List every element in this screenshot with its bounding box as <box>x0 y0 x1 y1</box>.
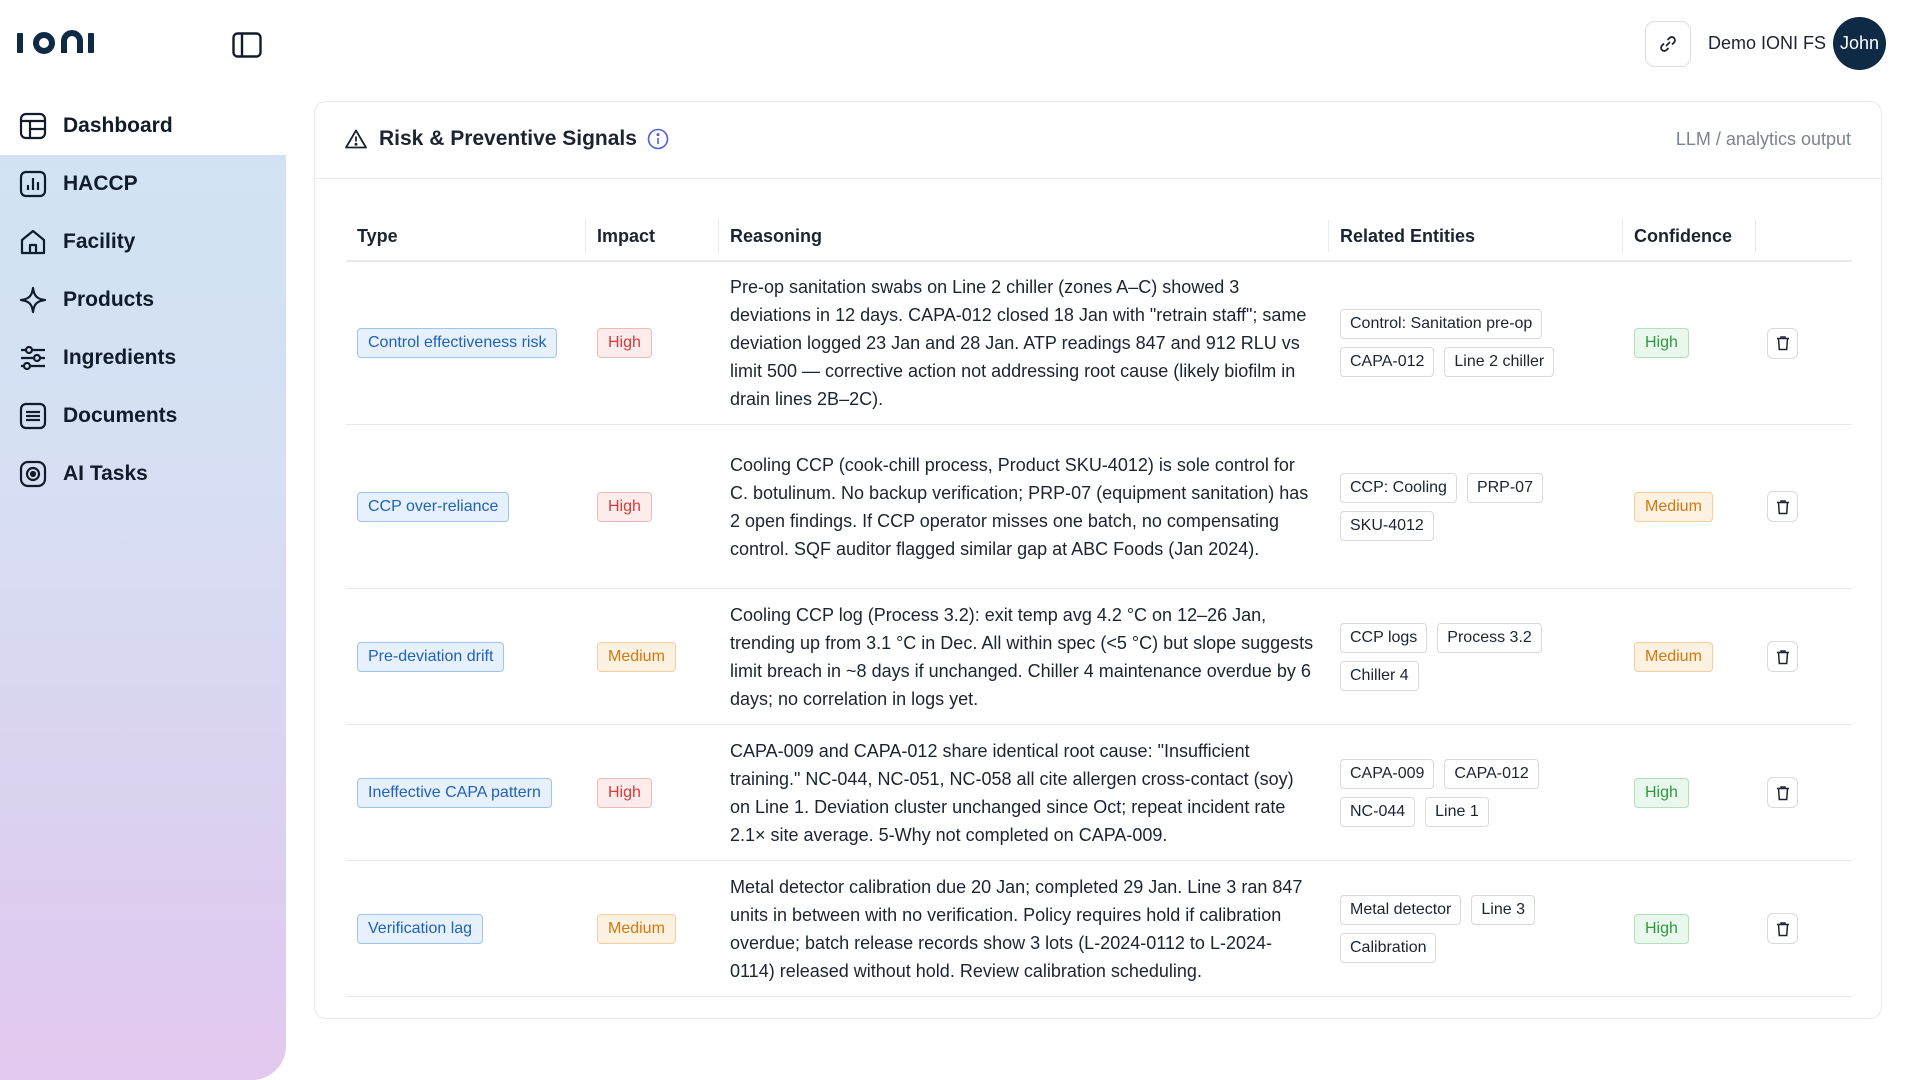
sidebar-item-haccp[interactable] <box>0 155 286 213</box>
sidebar-item-documents[interactable] <box>0 387 286 445</box>
entity-chip: CCP: Cooling <box>1340 473 1457 503</box>
delete-button[interactable] <box>1767 777 1798 808</box>
entity-chip: Process 3.2 <box>1437 623 1541 653</box>
impact-badge: High <box>597 328 652 358</box>
trash-icon <box>1775 499 1791 515</box>
column-header-type: Type <box>346 212 586 260</box>
info-icon[interactable] <box>647 128 669 150</box>
home-icon <box>18 227 48 257</box>
confidence-badge: High <box>1634 914 1689 944</box>
reasoning-text: Cooling CCP (cook-chill process, Product SKU-4012) is sole control for C. botulinum. No backup verification; PRP-07 (equipment sanitation) has 2 open findings. If CCP operator misses one batch, no compensating control. SQF auditor flagged similar gap at ABC Foods (Jan 2024). <box>730 454 1309 559</box>
integration-link-button[interactable] <box>1645 21 1691 67</box>
related-entities <box>1340 473 1580 541</box>
card-source-label: LLM / analytics output <box>1675 129 1851 149</box>
entity-chip: CAPA-012 <box>1340 347 1434 377</box>
sidebar-header <box>0 0 286 97</box>
type-badge: Control effectiveness risk <box>357 328 557 358</box>
delete-button[interactable] <box>1767 328 1798 359</box>
card-title: Risk & Preventive Signals <box>379 127 637 150</box>
chart-icon <box>18 169 48 199</box>
link-icon <box>1659 35 1677 53</box>
dashboard-icon <box>18 111 48 141</box>
trash-icon <box>1775 335 1791 351</box>
table-row <box>346 262 1852 425</box>
entity-chip: Line 3 <box>1471 895 1535 925</box>
sidebar-toggle-button[interactable] <box>226 27 268 63</box>
type-badge: Ineffective CAPA pattern <box>357 778 552 808</box>
entity-chip: Calibration <box>1340 933 1436 963</box>
sidebar-nav <box>0 97 286 503</box>
entity-chip: Line 2 chiller <box>1444 347 1554 377</box>
sparkle-icon <box>18 285 48 315</box>
reasoning-text: Metal detector calibration due 20 Jan; completed 29 Jan. Line 3 ran 847 units in between with no verification. Policy requires hold if calibration overdue; batch release records show 3 lots (L-2024-0112 to L-2024-0114) released without hold. Review calibration scheduling. <box>730 876 1303 981</box>
related-entities <box>1340 309 1580 377</box>
entity-chip: PRP-07 <box>1467 473 1543 503</box>
column-header-related-entities: Related Entities <box>1329 212 1623 260</box>
sidebar-item-label: Documents <box>63 404 178 427</box>
related-entities <box>1340 759 1580 827</box>
entity-chip: CAPA-012 <box>1444 759 1538 789</box>
column-header-impact: Impact <box>586 212 719 260</box>
reasoning-text: Cooling CCP log (Process 3.2): exit temp avg 4.2 °C on 12–26 Jan, trending up from 3.1 °C in Dec. All within spec (<5 °C) but slope suggests limit breach in ~8 days if unchanged. Chiller 4 maintenance overdue by 6 days; no correlation in logs yet. <box>730 604 1314 709</box>
sidebar-item-products[interactable] <box>0 271 286 329</box>
confidence-badge: Medium <box>1634 492 1713 522</box>
type-badge: Pre-deviation drift <box>357 642 504 672</box>
sidebar-item-ingredients[interactable] <box>0 329 286 387</box>
column-header-actions <box>1756 212 1852 260</box>
warning-icon <box>345 129 367 149</box>
sidebar-item-label: Facility <box>63 230 136 253</box>
trash-icon <box>1775 649 1791 665</box>
sidebar-item-label: Products <box>63 288 155 311</box>
document-icon <box>18 401 48 431</box>
delete-button[interactable] <box>1767 491 1798 522</box>
related-entities <box>1340 895 1580 963</box>
table-row <box>346 861 1852 997</box>
impact-badge: Medium <box>597 914 676 944</box>
entity-chip: Chiller 4 <box>1340 661 1419 691</box>
reasoning-text: Pre-op sanitation swabs on Line 2 chiller (zones A–C) showed 3 deviations in 12 days. CAPA-012 closed 18 Jan with "retrain staff"; same deviation logged 23 Jan and 28 Jan. ATP readings 847 and 912 RLU vs limit 500 — corrective action not addressing root cause (likely biofilm in drain lines 2B–2C). <box>730 277 1307 409</box>
sidebar <box>0 0 286 1080</box>
avatar[interactable]: John <box>1833 17 1886 70</box>
entity-chip: SKU-4012 <box>1340 511 1434 541</box>
table-row <box>346 589 1852 725</box>
sidebar-item-label: AI Tasks <box>63 462 148 485</box>
ai-icon <box>18 459 48 489</box>
confidence-badge: Medium <box>1634 642 1713 672</box>
delete-button[interactable] <box>1767 641 1798 672</box>
card-header <box>315 102 1881 179</box>
impact-badge: Medium <box>597 642 676 672</box>
sidebar-item-ai-tasks[interactable] <box>0 445 286 503</box>
trash-icon <box>1775 921 1791 937</box>
sidebar-item-label: Dashboard <box>63 114 173 137</box>
impact-badge: High <box>597 492 652 522</box>
entity-chip: Control: Sanitation pre-op <box>1340 309 1542 339</box>
table-header <box>346 212 1852 262</box>
related-entities <box>1340 623 1580 691</box>
sidebar-item-facility[interactable] <box>0 213 286 271</box>
table-row <box>346 425 1852 589</box>
table-row <box>346 725 1852 861</box>
sidebar-panel-icon <box>232 32 262 58</box>
user-name: Demo IONI FS <box>1708 33 1827 53</box>
entity-chip: CCP logs <box>1340 623 1427 653</box>
entity-chip: CAPA-009 <box>1340 759 1434 789</box>
delete-button[interactable] <box>1767 913 1798 944</box>
entity-chip: NC-044 <box>1340 797 1415 827</box>
type-badge: CCP over-reliance <box>357 492 509 522</box>
type-badge: Verification lag <box>357 914 483 944</box>
confidence-badge: High <box>1634 778 1689 808</box>
column-header-reasoning: Reasoning <box>719 212 1329 260</box>
sidebar-item-label: HACCP <box>63 172 138 195</box>
confidence-badge: High <box>1634 328 1689 358</box>
impact-badge: High <box>597 778 652 808</box>
ioni-logo[interactable] <box>17 30 119 56</box>
column-header-confidence: Confidence <box>1623 212 1756 260</box>
entity-chip: Line 1 <box>1425 797 1489 827</box>
risk-signals-card <box>314 101 1882 1019</box>
signals-table <box>346 212 1852 997</box>
entity-chip: Metal detector <box>1340 895 1461 925</box>
sidebar-item-dashboard[interactable] <box>0 97 286 155</box>
reasoning-text: CAPA-009 and CAPA-012 share identical root cause: "Insufficient training." NC-044, NC-051, NC-058 all cite allergen cross-contact (soy) on Line 1. Deviation cluster unchanged since Oct; repeat incident rate 2.1× site average. 5-Why not completed on CAPA-009. <box>730 740 1294 845</box>
trash-icon <box>1775 785 1791 801</box>
sliders-icon <box>18 343 48 373</box>
sidebar-item-label: Ingredients <box>63 346 177 369</box>
